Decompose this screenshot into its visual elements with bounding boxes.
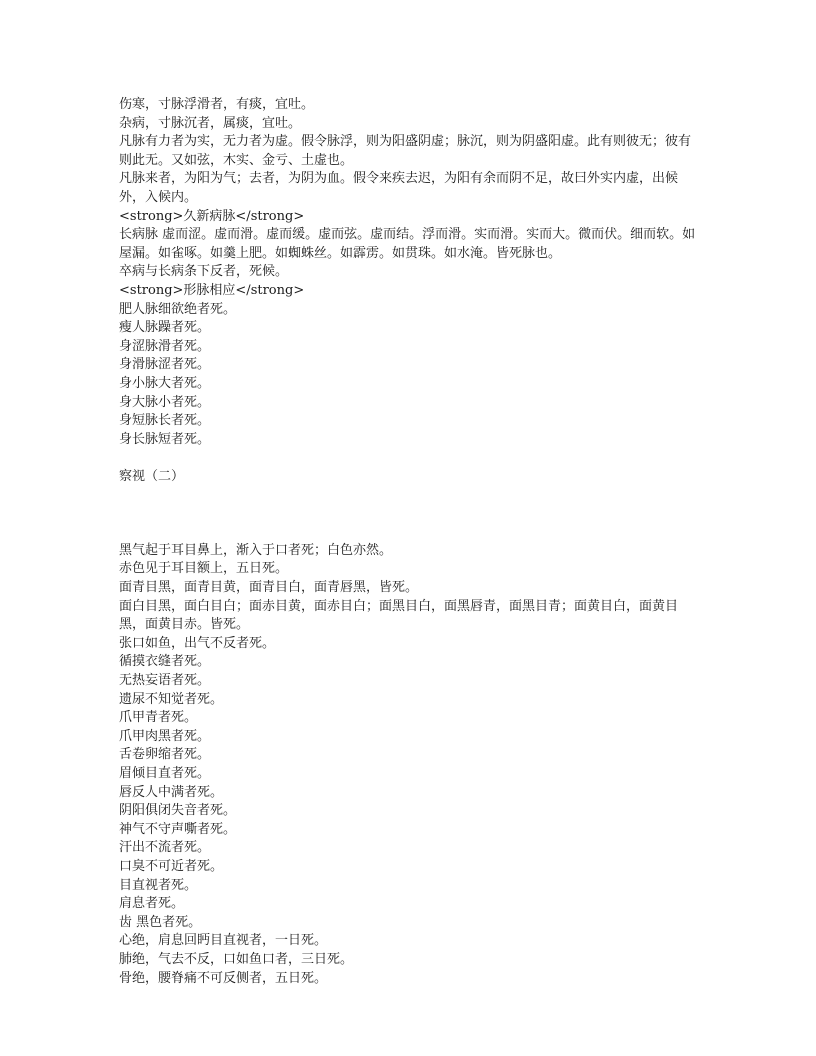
text-line: 面白目黑，面白目白；面赤目黄，面赤目白；面黑目白，面黑唇青，面黑目青；面黄目白，面黄目黑，面黄目赤。皆死。 (119, 598, 679, 633)
text-line: 卒病与长病条下反者，死候。 (119, 264, 289, 280)
text-line: 神气不守声嘶者死。 (119, 821, 237, 837)
text-line: 身涩脉滑者死。 (119, 338, 211, 354)
text-line: 身短脉长者死。 (119, 413, 211, 429)
text-line: 杂病，寸脉沉者，属痰，宜吐。 (119, 115, 302, 131)
text-line: 黑气起于耳目鼻上，渐入于口者死；白色亦然。 (119, 542, 393, 558)
text-line: 舌卷卵缩者死。 (119, 747, 211, 763)
text-line: 唇反人中满者死。 (119, 784, 224, 800)
text-line: 赤色见于耳目额上，五日死。 (119, 561, 289, 577)
text-line: 身大脉小者死。 (119, 394, 211, 410)
text-line: 无热妄语者死。 (119, 673, 211, 689)
text-line: 目直视者死。 (119, 877, 198, 893)
text-line: 凡脉来者，为阳为气；去者，为阴为血。假令来疾去迟，为阳有余而阴不足，故曰外实内虚，出候外，入候内。 (119, 171, 679, 205)
text-line: 齿 黑色者死。 (119, 914, 202, 930)
text-line: 伤寒，寸脉浮滑者，有痰，宜吐。 (119, 97, 315, 112)
text-line: 肺绝，气去不反，口如鱼口者，三日死。 (119, 951, 354, 967)
section-observation-text (119, 542, 699, 988)
section-title: 察视（二） (119, 469, 185, 485)
spacer (119, 449, 699, 468)
text-line: 眉倾目直者死。 (119, 766, 211, 781)
text-line: 爪甲肉黑者死。 (119, 728, 211, 744)
document-page (119, 96, 699, 988)
text-line: 阴阳俱闭失音者死。 (119, 803, 237, 819)
text-line: 心绝，肩息回眄目直视者，一日死。 (119, 933, 328, 949)
text-line: 身长脉短者死。 (119, 431, 211, 447)
text-line: 张口如鱼，出气不反者死。 (119, 635, 276, 651)
text-line: 长病脉 虚而涩。虚而滑。虚而缓。虚而弦。虚而结。浮而滑。实而滑。实而大。微而伏。细而软。如屋漏。如雀啄。如羹上肥。如蜘蛛丝。如霹雳。如贯珠。如水淹。皆死脉也。 (119, 227, 696, 261)
text-line: 凡脉有力者为实，无力者为虚。假令脉浮，则为阳盛阴虚；脉沉，则为阴盛阳虚。此有则彼无；彼有则此无。又如弦，木实、金亏、土虚也。 (119, 134, 692, 168)
text-line: 肩息者死。 (119, 896, 185, 912)
text-line: 口臭不可近者死。 (119, 858, 224, 874)
text-line: 瘦人脉躁者死。 (119, 320, 211, 336)
spacer (119, 487, 699, 542)
text-line: 面青目黑，面青目黄，面青目白，面青唇黑，皆死。 (119, 580, 419, 596)
text-line: 遗尿不知觉者死。 (119, 691, 224, 707)
text-line: 肥人脉细欲绝者死。 (119, 301, 237, 317)
text-line: 爪甲青者死。 (119, 710, 198, 726)
text-line: 汗出不流者死。 (119, 840, 211, 856)
section-pulse-text (119, 96, 699, 449)
subheading-line: <strong>久新病脉</strong> (119, 208, 305, 224)
text-line: 身小脉大者死。 (119, 375, 211, 391)
text-line: 骨绝，腰脊痛不可反侧者，五日死。 (119, 970, 328, 986)
text-line: 身滑脉涩者死。 (119, 357, 211, 373)
subheading-line: <strong>形脉相应</strong> (119, 282, 305, 298)
text-line: 循摸衣缝者死。 (119, 654, 211, 670)
